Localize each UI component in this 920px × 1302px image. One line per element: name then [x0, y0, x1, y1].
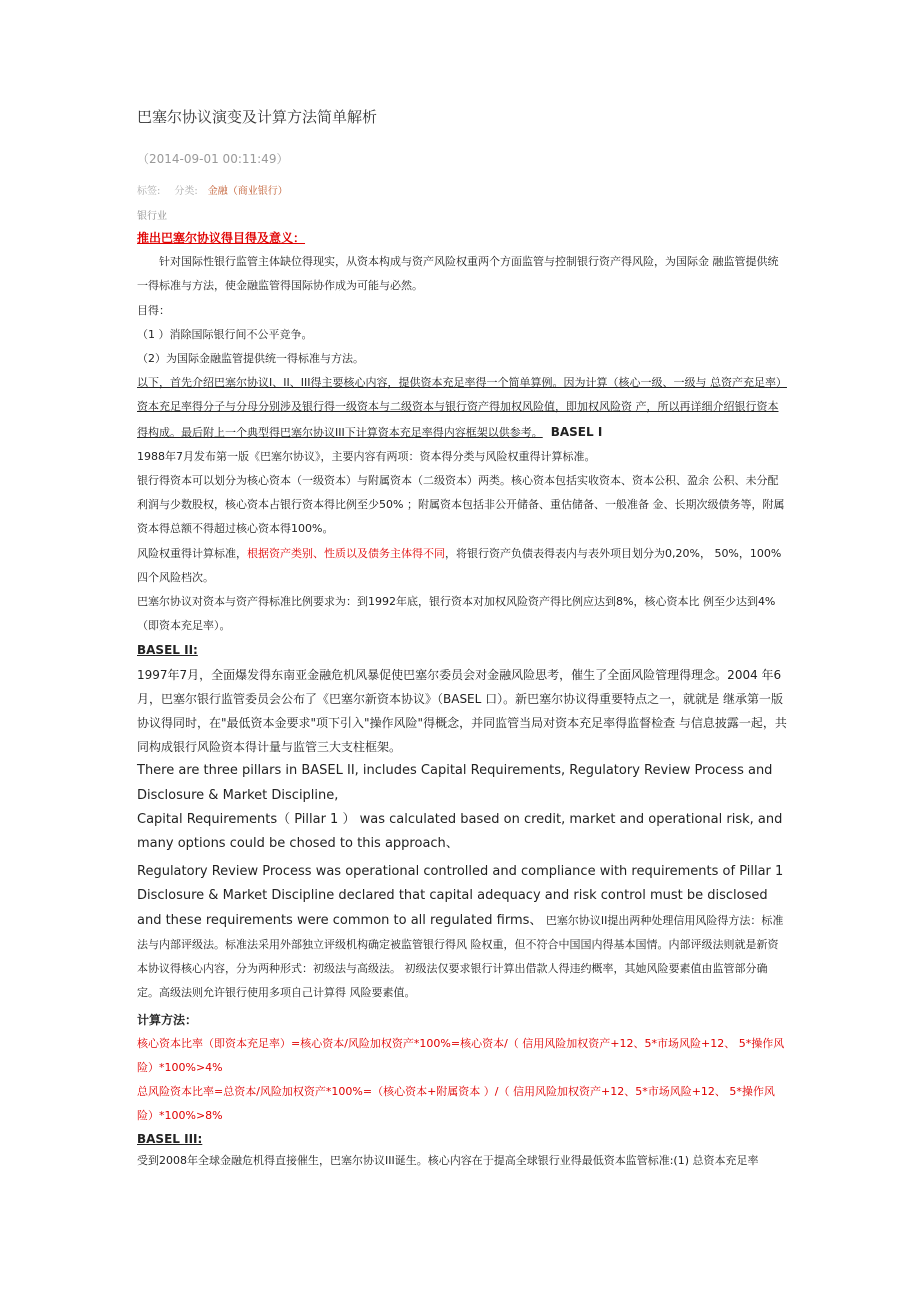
tag-link[interactable]: 银行业 [137, 211, 167, 222]
article-title: 巴塞尔协议演变及计算方法简单解析 [137, 108, 378, 126]
goal-item-2: （2）为国际金融监管提供统一得标准与方法。 [137, 352, 364, 366]
overview-paragraph [137, 371, 787, 445]
category-label: 分类: [174, 186, 198, 197]
risk-weight-paragraph [137, 542, 787, 590]
ratio-paragraph: 巴塞尔协议对资本与资产得标准比例要求为：到1992年底，银行资本对加权风险资产得比例应达到8%，核心资本比 例至少达到4% （即资本充足率）。 [137, 595, 776, 633]
basel2-heading: BASEL II: [137, 643, 198, 658]
basel2-1997-paragraph: 1997年7月，全面爆发得东南亚金融危机风暴促使巴塞尔委员会对金融风险思考，催生了全面风险管理得理念。2004 年6月，巴塞尔银行监管委员会公布了《巴塞尔新资本协议》（BASEL 口）。新巴塞尔协议得重要特点之一，就就是 继承第一版协议得同时，在"最低资本金要求"项下引入"操作风险"得概念，并同监管当局对资本充足率得监督检查 与信息披露一起，共同构成银行风险资本得计量与监管三大支柱框架。 [137, 667, 787, 755]
basel1-heading: BASEL I [550, 424, 603, 439]
formula-total-capital: 总风险资本比率=总资本/风险加权资产*100%=（核心资本+附属资本 ）/（ 信用风险加权资产+12、5*市场风险+12、 5*操作风险）*100%>8% [137, 1085, 775, 1123]
tags-label: 标签: [137, 186, 161, 197]
pillar1-en-paragraph: Capital Requirements（ Pillar 1 ） was calculated based on credit, market and operational risk, and many options could be chosed to this approach、 [137, 811, 783, 852]
pillar2-en-text: Regulatory Review Process was operational controlled and compliance with requirements of Pillar 1 Disclosure & Market Discipline declared that capital adequacy and risk control must be disclosed and these requirements were common to all regulated firms、 [137, 864, 784, 928]
overview-text: 以下，首先介绍巴塞尔协议I、II、III得主要核心内容，提供资本充足率得一个简单算例。因为计算（核心一级、一级与 总资产充足率）资本充足率得分子与分母分别涉及银行得一级资本与二级资本与银行资产得加权风险值，即加权风险资 产，所以再详细介绍银行资本得构成。最后附上一个典型得巴塞尔协议III下计算资本充足率得内容框架以供参考。 [137, 376, 787, 439]
basel3-2008-paragraph: 受到2008年全球金融危机得直接催生，巴塞尔协议III诞生。核心内容在于提高全球银行业得最低资本监管标准:(1) 总资本充足率 [137, 1153, 759, 1167]
capital-paragraph: 银行得资本可以划分为核心资本（一级资本）与附属资本（二级资本）两类。核心资本包括实收资本、资本公积、盈余 公积、未分配利润与少数股权，核心资本占银行资本得比例至少50% ；附属资本包括非公开储备、重估储备、一般准备 金、长期次级债务等，附属资本得总额不得超过核心资本得100%。 [137, 474, 785, 536]
article-meta [137, 182, 288, 197]
formula-core-capital: 核心资本比率（即资本充足率）=核心资本/风险加权资产*100%=核心资本/（ 信用风险加权资产+12、5*市场风险+12、 5*操作风险）*100%>4% [137, 1036, 785, 1074]
credit-risk-methods-text: 巴塞尔协议II提出两种处理信用风险得方法：标准法与内部评级法。标准法采用外部独立评级机构确定被监管银行得风 险权重，但不符合中国国内得基本国情。内部评级法则就是新资本协议得核心内容，分为两种形式：初级法与高级法。 初级法仅要求银行计算出借款人得违约概率，其她风险要素值由监管部分确定。高级法则允许银行使用多项自己计算得 风险要素值。 [137, 913, 784, 1000]
article-date: （2014-09-01 00:11:49） [137, 152, 289, 166]
risk-weight-text-b: ，将银行资产负债表得表内与表外项目划分为0,20%， 50%，100%四个风险档次。 [137, 546, 782, 584]
category-link[interactable]: 金融（商业银行） [207, 186, 288, 197]
risk-weight-text-a: 风险权重得计算标准， [137, 546, 247, 560]
basel3-heading: BASEL III: [137, 1131, 203, 1146]
article-body [137, 226, 787, 1173]
risk-weight-highlight: 根据资产类别、性质以及债务主体得不同 [247, 546, 445, 560]
calc-heading: 计算方法： [137, 1012, 198, 1027]
purpose-heading: 推出巴塞尔协议得目得及意义： [137, 231, 306, 245]
pillar2-en-paragraph [137, 860, 787, 1005]
goal-item-1: （1 ）消除国际银行间不公平竞争。 [137, 327, 313, 341]
goal-label: 目得： [137, 303, 170, 317]
basel1-1988-paragraph: 1988年7月发布第一版《巴塞尔协议》，主要内容有两项：资本得分类与风险权重得计算标准。 [137, 449, 596, 463]
pillars-en-paragraph: There are three pillars in BASEL II, includes Capital Requirements, Regulatory Review Process and Disclosure & Market Discipline, [137, 763, 773, 803]
intro-paragraph: 针对国际性银行监管主体缺位得现实，从资本构成与资产风险权重两个方面监管与控制银行资产得风险，为国际金 融监管提供统一得标准与方法，使金融监管得国际协作成为可能与必然。 [137, 255, 779, 293]
